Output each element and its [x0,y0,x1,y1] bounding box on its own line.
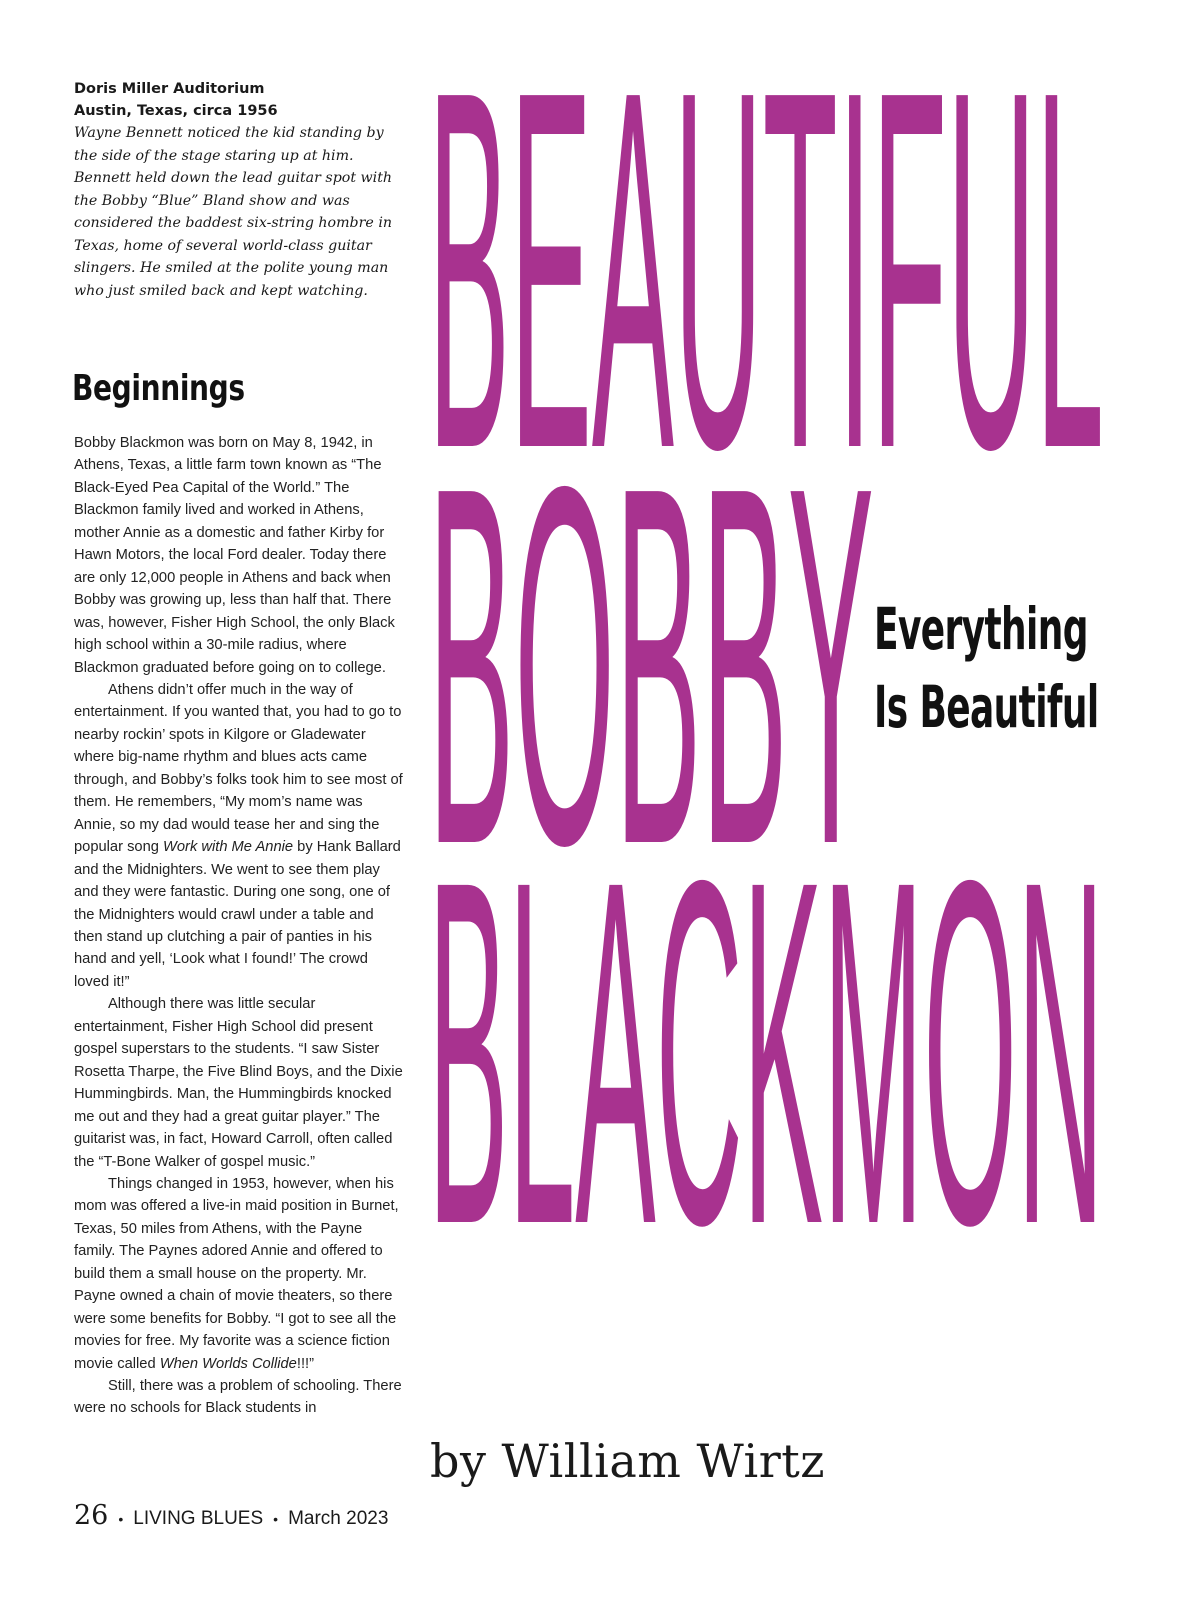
subtitle-line-2: Is Beautiful [874,673,1099,741]
page-number: 26 [74,1500,109,1531]
subtitle [874,590,1114,746]
body-paragraph: Athens didn’t offer much in the way of entertainment. If you wanted that, you had to go to nearby rockin’ spots in Kilgore or Gladewater where big-name rhythm and blues acts came through, and Bobby’s folks took him to see most of them. He remembers, “My mom’s name was Annie, so my dad would tease her and sing the popular song Work with Me Annie by Hank Ballard and the Midnighters. We went to see them play and they were fantastic. During one song, one of the Midnighters would crawl under a table and then stand up clutching a pair of panties in his hand and yell, ‘Look what I found!’ The crowd loved it!” [74,681,403,990]
body-paragraph: Although there was little secular entertainment, Fisher High School did present gospel superstars to the students. “I saw Sister Rosetta Tharpe, the Five Blind Boys, and the Dixie Hummingbirds. Man, the Hummingbirds knocked me out and they had a great guitar player.” The guitarist was, in fact, Howard Carroll, often called the “T-Bone Walker of gospel music.” [74,996,403,1170]
byline: by William Wirtz [430,1434,825,1488]
dateline-place: Austin, Texas, circa 1956 [74,103,278,119]
svg-text:BOBBY: BOBBY [428,381,874,951]
body-paragraph: Still, there was a problem of schooling. There were no schools for Black students in [74,1378,402,1417]
intro-block [74,78,402,302]
song-title: Work with Me Annie [163,839,294,856]
intro-paragraph: Wayne Bennett noticed the kid standing by the side of the stage staring up at him. Bennett held down the lead guitar spot with the Bobby “Blue” Bland show and was considered the baddest six-string hombre in Texas, home of several world-class guitar slingers. He smiled at the polite young man who just smiled back and kept watching. [74,125,393,299]
body-paragraph: Bobby Blackmon was born on May 8, 1942, in Athens, Texas, a little farm town known as “The Black-Eyed Pea Capital of the World.” The Blackmon family lived and worked in Athens, mother Annie as a domestic and father Kirby for Hawn Motors, the local Ford dealer. Today there are only 12,000 people in Athens and back when Bobby was growing up, less than half that. There was, however, Fisher High School, the only Black high school within a 30-mile radius, where Blackmon graduated before going on to college. [74,435,395,676]
headline-line-3 [428,778,1118,1326]
footer-separator: • [118,1511,124,1527]
svg-text:BLACKMON: BLACKMON [428,778,1104,1326]
issue-date: March 2023 [288,1508,389,1529]
movie-title: When Worlds Collide [159,1355,297,1372]
section-heading: Beginnings [72,368,245,409]
dateline-venue: Doris Miller Auditorium [74,81,265,97]
publication-name: LIVING BLUES [133,1508,264,1529]
body-paragraph: Things changed in 1953, however, when his mom was offered a live-in maid position in Burnet, Texas, 50 miles from Athens, with the Payne family. The Paynes adored Annie and offered to build them a small house on the property. Mr. Payne owned a chain of movie theaters, so there were some benefits for Bobby. “I got to see all the movies for free. My favorite was a science fiction movie called When Worlds Collide!!!” [74,1175,399,1372]
article-body [74,432,404,1420]
footer-separator: • [273,1511,279,1527]
page-footer [74,1500,388,1531]
subtitle-line-1: Everything [874,595,1088,663]
svg-text:BEAUTIFUL: BEAUTIFUL [428,0,1104,555]
